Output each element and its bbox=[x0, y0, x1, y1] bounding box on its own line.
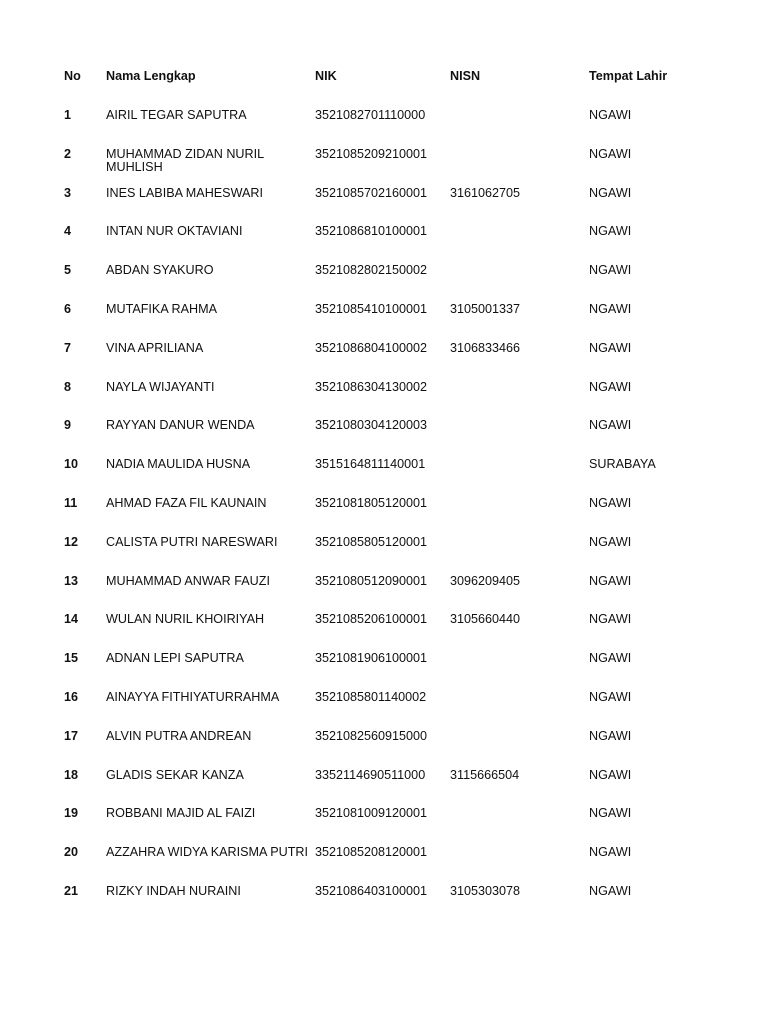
cell-nisn bbox=[443, 799, 582, 838]
cell-nisn bbox=[443, 683, 582, 722]
cell-nik: 3521081906100001 bbox=[315, 651, 428, 666]
cell-nisn bbox=[443, 373, 582, 412]
cell-nik: 3521086403100001 bbox=[315, 883, 428, 898]
table-row bbox=[57, 411, 717, 450]
cell-tempat-lahir: NGAWI bbox=[589, 495, 632, 510]
cell-nik: 3521086304130002 bbox=[315, 379, 428, 394]
cell-name: MUHAMMAD ANWAR FAUZI bbox=[106, 573, 270, 588]
cell-name: NADIA MAULIDA HUSNA bbox=[106, 457, 251, 472]
cell-no: 20 bbox=[64, 845, 79, 860]
cell-tempat-lahir: NGAWI bbox=[589, 301, 632, 316]
cell-nisn bbox=[443, 644, 582, 683]
cell-no: 13 bbox=[64, 573, 79, 588]
cell-tempat-lahir: NGAWI bbox=[589, 263, 632, 278]
cell-name: INTAN NUR OKTAVIANI bbox=[106, 224, 243, 239]
table-row bbox=[57, 838, 717, 877]
cell-name: AZZAHRA WIDYA KARISMA PUTRI bbox=[106, 845, 308, 860]
header-nisn: NISN bbox=[450, 69, 481, 83]
cell-name: VINA APRILIANA bbox=[106, 340, 204, 355]
cell-no: 8 bbox=[64, 379, 72, 394]
header-nama-lengkap: Nama Lengkap bbox=[106, 69, 196, 83]
cell-nisn: 3105001337 bbox=[450, 301, 521, 316]
cell-tempat-lahir: SURABAYA bbox=[589, 457, 656, 472]
table-header bbox=[57, 62, 717, 101]
cell-no: 6 bbox=[64, 301, 72, 316]
cell-name: ALVIN PUTRA ANDREAN bbox=[106, 728, 252, 743]
cell-no: 17 bbox=[64, 728, 79, 743]
cell-no: 10 bbox=[64, 457, 79, 472]
cell-name: AHMAD FAZA FIL KAUNAIN bbox=[106, 495, 267, 510]
header-no: No bbox=[64, 69, 81, 83]
cell-nik: 3521082802150002 bbox=[315, 263, 428, 278]
student-table bbox=[57, 62, 717, 916]
cell-nisn bbox=[443, 722, 582, 761]
table-row bbox=[57, 295, 717, 334]
cell-tempat-lahir: NGAWI bbox=[589, 534, 632, 549]
cell-tempat-lahir: NGAWI bbox=[589, 767, 632, 782]
header-tempat-lahir: Tempat Lahir bbox=[589, 69, 668, 83]
table-row bbox=[57, 799, 717, 838]
cell-name: CALISTA PUTRI NARESWARI bbox=[106, 534, 278, 549]
cell-tempat-lahir: NGAWI bbox=[589, 185, 632, 200]
cell-no: 4 bbox=[64, 224, 72, 239]
cell-nik: 3521085209210001 bbox=[315, 146, 428, 161]
cell-nisn: 3161062705 bbox=[450, 185, 521, 200]
cell-no: 1 bbox=[64, 108, 72, 122]
cell-tempat-lahir: NGAWI bbox=[589, 728, 632, 743]
cell-nik: 3521085801140002 bbox=[315, 689, 427, 704]
cell-tempat-lahir: NGAWI bbox=[589, 651, 632, 666]
table-row bbox=[57, 605, 717, 644]
header-nik: NIK bbox=[315, 69, 337, 83]
cell-tempat-lahir: NGAWI bbox=[589, 340, 632, 355]
table-row bbox=[57, 644, 717, 683]
cell-nik: 3521085702160001 bbox=[315, 185, 428, 200]
cell-no: 19 bbox=[64, 806, 79, 821]
cell-no: 7 bbox=[64, 340, 72, 355]
cell-nik: 3521086810100001 bbox=[315, 224, 428, 239]
cell-no: 3 bbox=[64, 185, 72, 200]
table-row bbox=[57, 722, 717, 761]
cell-nik: 3521086804100002 bbox=[315, 340, 428, 355]
cell-tempat-lahir: NGAWI bbox=[589, 806, 632, 821]
cell-name: INES LABIBA MAHESWARI bbox=[106, 185, 263, 200]
cell-nisn bbox=[443, 450, 582, 489]
cell-name: MUTAFIKA RAHMA bbox=[106, 301, 218, 316]
cell-no: 2 bbox=[64, 146, 72, 161]
table-row bbox=[57, 101, 717, 140]
cell-nisn: 3106833466 bbox=[450, 340, 521, 355]
table-row bbox=[57, 528, 717, 567]
cell-name: GLADIS SEKAR KANZA bbox=[106, 767, 244, 782]
cell-nik: 3521085206100001 bbox=[315, 612, 428, 627]
table-row bbox=[57, 373, 717, 412]
cell-tempat-lahir: NGAWI bbox=[589, 612, 632, 627]
cell-no: 9 bbox=[64, 418, 72, 433]
cell-nik: 3521081805120001 bbox=[315, 495, 428, 510]
cell-nisn bbox=[443, 411, 582, 450]
cell-no: 15 bbox=[64, 651, 79, 666]
cell-nisn: 3105660440 bbox=[450, 612, 521, 627]
cell-tempat-lahir: NGAWI bbox=[589, 883, 632, 898]
cell-name: NAYLA WIJAYANTI bbox=[106, 379, 215, 394]
cell-name: AIRIL TEGAR SAPUTRA bbox=[106, 108, 247, 122]
cell-tempat-lahir: NGAWI bbox=[589, 845, 632, 860]
cell-tempat-lahir: NGAWI bbox=[589, 146, 632, 161]
cell-nik: 3521085410100001 bbox=[315, 301, 428, 316]
cell-nisn bbox=[443, 528, 582, 567]
cell-no: 14 bbox=[64, 612, 79, 627]
cell-nisn bbox=[443, 140, 582, 179]
cell-nik: 3352114690511000 bbox=[315, 767, 426, 782]
cell-tempat-lahir: NGAWI bbox=[589, 689, 632, 704]
cell-name: ADNAN LEPI SAPUTRA bbox=[106, 651, 244, 666]
cell-nisn bbox=[443, 217, 582, 256]
cell-name: MUHAMMAD ZIDAN NURIL MUHLISH bbox=[106, 146, 264, 174]
cell-no: 21 bbox=[64, 883, 79, 898]
table-row bbox=[57, 567, 717, 606]
cell-no: 18 bbox=[64, 767, 79, 782]
table-row bbox=[57, 334, 717, 373]
cell-nik: 3521082560915000 bbox=[315, 728, 428, 743]
cell-name: RAYYAN DANUR WENDA bbox=[106, 418, 255, 433]
table-row bbox=[57, 140, 717, 179]
cell-no: 11 bbox=[64, 495, 78, 510]
header-row bbox=[57, 62, 717, 101]
cell-nisn bbox=[443, 256, 582, 295]
cell-tempat-lahir: NGAWI bbox=[589, 573, 632, 588]
table-row bbox=[57, 683, 717, 722]
cell-name: RIZKY INDAH NURAINI bbox=[106, 883, 241, 898]
cell-nisn: 3096209405 bbox=[450, 573, 521, 588]
cell-name: WULAN NURIL KHOIRIYAH bbox=[106, 612, 265, 627]
cell-nik: 3521080304120003 bbox=[315, 418, 428, 433]
cell-tempat-lahir: NGAWI bbox=[589, 418, 632, 433]
cell-nisn bbox=[443, 838, 582, 877]
table-row bbox=[57, 217, 717, 256]
cell-no: 12 bbox=[64, 534, 79, 549]
table-row bbox=[57, 489, 717, 528]
cell-nisn: 3115666504 bbox=[450, 767, 520, 782]
table-row bbox=[57, 256, 717, 295]
cell-nik: 3515164811140001 bbox=[315, 457, 426, 472]
cell-no: 16 bbox=[64, 689, 79, 704]
cell-name: ABDAN SYAKURO bbox=[106, 263, 214, 278]
cell-nik: 3521085208120001 bbox=[315, 845, 428, 860]
cell-nik: 3521082701110000 bbox=[315, 108, 426, 122]
cell-name: ROBBANI MAJID AL FAIZI bbox=[106, 806, 256, 821]
table-row bbox=[57, 877, 717, 916]
table-row bbox=[57, 761, 717, 800]
cell-nisn bbox=[443, 101, 582, 140]
table-row bbox=[57, 179, 717, 218]
cell-name: AINAYYA FITHIYATURRAHMA bbox=[106, 689, 280, 704]
cell-tempat-lahir: NGAWI bbox=[589, 379, 632, 394]
cell-nik: 3521085805120001 bbox=[315, 534, 428, 549]
cell-no: 5 bbox=[64, 263, 72, 278]
cell-nisn: 3105303078 bbox=[450, 883, 521, 898]
cell-nik: 3521081009120001 bbox=[315, 806, 428, 821]
cell-nisn bbox=[443, 489, 582, 528]
cell-tempat-lahir: NGAWI bbox=[589, 224, 632, 239]
cell-nik: 3521080512090001 bbox=[315, 573, 428, 588]
table-body bbox=[57, 101, 717, 916]
table-row bbox=[57, 450, 717, 489]
cell-tempat-lahir: NGAWI bbox=[589, 108, 632, 122]
